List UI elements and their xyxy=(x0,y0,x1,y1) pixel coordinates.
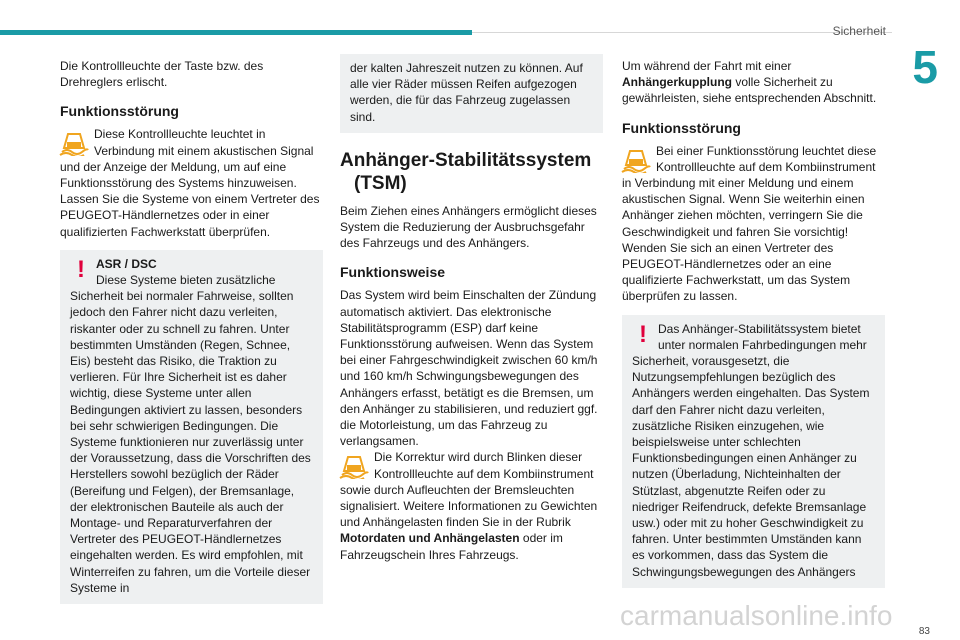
exclamation-icon: ! xyxy=(77,255,85,283)
fault-paragraph xyxy=(60,126,323,239)
tsm-note-text: Das Anhänger-Stabilitätssystem bietet unter normalen Fahrbedingungen mehr Sicherheit, vorausgesetzt, die Nutzungsempfehlungen bezüglich des Anhängers werden eingehalten. Das System darf den Fahrer nicht dazu verleiten, zusätzliche Risiken einzugehen, wie beispielsweise unter schlechten Funktionsbedingungen einen Anhänger zu nutzen (Überladung, Nichteinhalten der Stützlast, abgenutzte Reifen oder zu niedriger Reifendruck, defekte Bremsanlage usw.) oder mit zu hoher Geschwindigkeit zu fahren. Unter bestimmten Umständen kann es vorkommen, dass das System die Schwingungsbewegungen des Anhängers xyxy=(632,321,870,579)
hitch-intro xyxy=(622,58,885,107)
tsm-title-line1: Anhänger-Stabilitätssystem xyxy=(340,149,592,171)
esp-warning-icon xyxy=(338,451,370,479)
column-3 xyxy=(622,58,885,588)
note-box-tsm xyxy=(622,315,885,588)
section-title: Sicherheit xyxy=(832,24,886,38)
note-continued-text: der kalten Jahreszeit nutzen zu können. Auf alle vier Räder müssen Reifen aufgezogen werden, die für das Fahrzeug zugelassen sind. xyxy=(350,61,583,124)
note-box-asr-dsc xyxy=(60,250,323,604)
tsm-intro: Beim Ziehen eines Anhängers ermöglicht dieses System die Reduzierung der Ausbruchsgefahr des Fahrzeugs und des Anhängers. xyxy=(340,203,597,251)
fault-text-a: Diese Kontrollleuchte leuchtet in Verbindung mit einem akustischen Signal xyxy=(94,127,314,158)
hitch-intro-a: Um während der Fahrt mit einer xyxy=(622,59,792,73)
function-body: Das System wird beim Einschalten der Zündung automatisch aktiviert. Das elektronische Stabilitätsprogramm (ESP) darf keine Funktionsstörung aufweisen. Wenn das System bei einer Fahrgeschwindigkeit zwischen 60 km/h und 160 km/h Schwingungsbewegungen des Anhängers erfasst, betätigt es die Bremsen, um den Anhänger zu stabilisieren, und reduziert ggf. die Motorleistung, um das Fahrzeug zu verlangsamen. xyxy=(340,288,598,449)
section-title-tsm xyxy=(340,149,603,195)
page-number: 83 xyxy=(918,626,930,637)
esp-warning-icon xyxy=(58,128,90,156)
heading-fault-tsm: Funktionsstörung xyxy=(622,119,741,136)
tsm-fault-text-a: Bei einer Funktionsstörung leuchtet diese Kontrollleuchte auf dem Kombiinstrument xyxy=(656,143,877,174)
tsm-fault-paragraph xyxy=(622,143,885,305)
intro-text: Die Kontrollleuchte der Taste bzw. des Drehreglers erlischt. xyxy=(60,59,264,90)
note-box-continued xyxy=(340,54,603,133)
tsm-fault-text-b: in Verbindung mit einer Meldung und einem akustischen Signal. Wenn Sie weiterhin einen Anhänger ziehen möchten, verringern Sie die Geschwindigkeit und fahren Sie vorsichtig! Wenden Sie sich an einen Vertreter des PEUGEOT-Händlernetzes oder an eine qualifizierte Fachwerkstatt, um das System überprüfen zu lassen. xyxy=(622,176,865,304)
heading-fault: Funktionsstörung xyxy=(60,103,179,120)
correction-text-b: sowie durch Aufleuchten der Bremsleuchten signalisiert. Weitere Informationen zu Gewichten und Anhängelasten finden Sie in der Rubrik xyxy=(340,482,598,530)
correction-tail: oder im Fahrzeugschein Ihres Fahrzeugs. xyxy=(340,531,563,562)
note-title: ASR / DSC xyxy=(96,256,157,271)
watermark: carmanualsonline.info xyxy=(620,600,893,631)
chapter-number: 5 xyxy=(912,41,938,93)
bold-reference: Motordaten und Anhängelasten xyxy=(340,531,520,546)
header-rule xyxy=(472,32,892,33)
correction-paragraph xyxy=(340,449,603,562)
fault-text-b: und der Anzeige der Meldung, um auf eine Funktionsstörung des Systems hinzuweisen. Lassen Sie die Systeme von einem Vertreter des PEUGEOT-Händlernetzes oder in einer qualifizierten Fachwerkstatt überprüfen. xyxy=(60,159,320,239)
correction-text-a: Die Korrektur wird durch Blinken dieser Kontrollleuchte auf dem Kombiinstrument xyxy=(374,450,594,481)
heading-function: Funktionsweise xyxy=(340,264,446,281)
column-2 xyxy=(340,54,603,563)
hitch-intro-b: volle Sicherheit zu gewährleisten, siehe entsprechenden Abschnitt. xyxy=(622,75,877,106)
exclamation-icon: ! xyxy=(639,320,647,348)
esp-warning-icon xyxy=(620,145,652,173)
column-1 xyxy=(60,58,323,604)
header-accent-bar xyxy=(0,30,472,35)
note-text: Diese Systeme bieten zusätzliche Sicherheit bei normaler Fahrweise, sollten jedoch den Fahrer nicht dazu verleiten, riskanter oder zu schnell zu fahren. Unter bestimmten Umständen (Regen, Schnee, Eis) besteht das Risiko, die Traktion zu verlieren. Für Ihre Sicherheit ist es daher wichtig, diese Systeme unter allen Bedingungen aktiviert zu lassen, besonders bei sehr schwierigen Bedingungen. Die Systeme funktionieren nur zuverlässig unter der Voraussetzung, dass die Vorschriften des Herstellers sowohl bezüglich der Räder (Bereifung und Felgen), der Bremsanlage, der elektronischen Bauteile als auch der Montage- und Reparaturverfahren der Vertreter des PEUGEOT-Händlernetzes eingehalten werden. Es wird empfohlen, mit Winterreifen zu fahren, um die Vorteile dieser Systeme in xyxy=(70,273,311,595)
tsm-title-line2: (TSM) xyxy=(354,172,407,194)
hitch-intro-bold: Anhängerkupplung xyxy=(622,75,732,90)
